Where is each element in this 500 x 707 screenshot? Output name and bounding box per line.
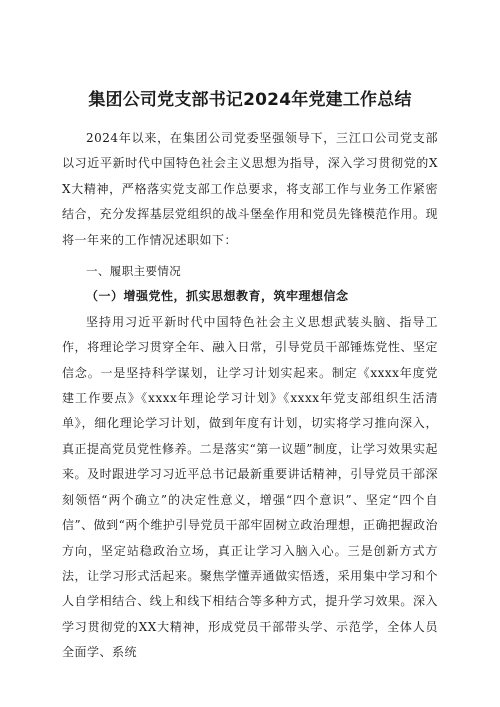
body-paragraph: 坚持用习近平新时代中国特色社会主义思想武装头脑、指导工作，将理论学习贯穿全年、融入日常，引导党员干部锤炼党性、坚定信念。一是坚持科学谋划，让学习计划实起来。制定《xxxx年度党建工作要点》《xxxx年理论学习计划》《xxxx年党支部组织生活清单》，细化理论学习计划，做到年度有计划，切实将学习推向深入，真正提高党员党性修养。二是落实“第一议题”制度，让学习效果实起来。及时跟进学习习近平总书记最新重要讲话精神，引导党员干部深刻领悟“两个确立”的决定性意义，增强“四个意识”、坚定“四个自信”、做到“两个维护引导党员干部牢固树立政治理想，正确把握政治方向，坚定站稳政治立场，真正让学习入脑入心。三是创新方式方法，让学习形式活起来。聚焦学懂弄通做实悟透，采用集中学习和个人自学相结合、线上和线下相结合等多种方式，提升学习效果。深入学习贯彻党的XX大精神，形成党员干部带头学、示范学，全体人员全面学、系统	[62, 314, 438, 660]
section-heading: 一、履职主要情况	[86, 264, 182, 279]
intro-paragraph: 2024年以来，在集团公司党委坚强领导下，三江口公司党支部以习近平新时代中国特色社会主义思想为指导，深入学习贯彻党的XX大精神，严格落实党支部工作总要求，将支部工作与业务工作紧密结合，充分发挥基层党组织的战斗堡垒作用和党员先锋模范作用。现将一年来的工作情况述职如下：	[62, 131, 438, 247]
document-title: 集团公司党支部书记2024年党建工作总结	[88, 90, 412, 110]
subsection-heading: （一）增强党性，抓实思想教育，筑牢理想信念	[86, 289, 349, 304]
